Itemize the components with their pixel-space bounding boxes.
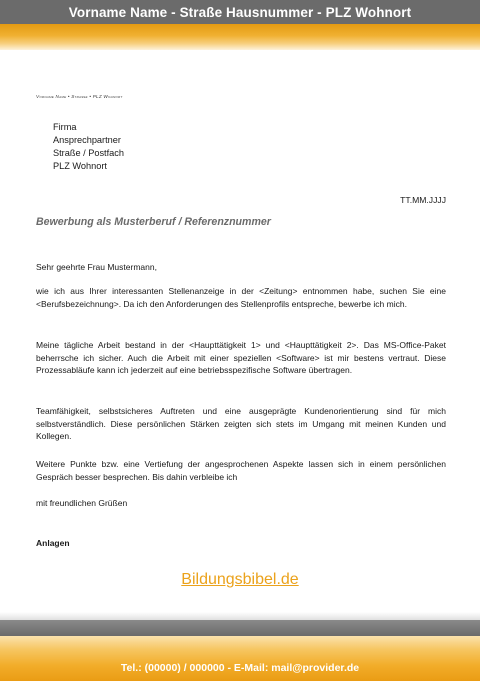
recipient-city: PLZ Wohnort xyxy=(53,161,107,171)
footer-orange-band xyxy=(0,636,480,681)
letter-closing: mit freundlichen Grüßen xyxy=(36,498,128,508)
recipient-contact-person: Ansprechpartner xyxy=(53,135,121,145)
letter-date: TT.MM.JJJJ xyxy=(400,195,446,205)
letter-salutation: Sehr geehrte Frau Mustermann, xyxy=(36,262,157,272)
watermark-link[interactable]: Bildungsbibel.de xyxy=(181,571,299,588)
letter-paragraph-skills: Teamfähigkeit, selbstsicheres Auftreten und eine ausgeprägte Kundenorientierung sind für mich selbstverständlich. Diese persönlichen Stärken zeigten sich stets im Umgang mit meinen Kunden und Kollegen. xyxy=(36,406,446,442)
header-bar xyxy=(0,0,480,24)
letter-subject: Bewerbung als Musterberuf / Referenznummer xyxy=(36,216,271,228)
letter-paragraph-experience: Meine tägliche Arbeit bestand in der <Haupttätigkeit 1> und <Haupttätigkeit 2>. Das MS-Office-Paket beherrsche ich sicher. Auch die Arbeit mit einer speziellen <Software> ist mir bestens vertraut. Diese Prozessabläufe kann ich jederzeit auf eine betriebsspezifische Software übertragen. xyxy=(36,340,446,376)
recipient-address-block xyxy=(53,121,124,173)
header-accent-stripe xyxy=(0,24,480,50)
letter-enclosures: Anlagen xyxy=(36,538,70,548)
footer-gray-band xyxy=(0,620,480,636)
letter-paragraph-outro: Weitere Punkte bzw. eine Vertiefung der angesprochenen Aspekte lassen sich in einem persönlichen Gespräch besser besprechen. Bis dahin verbleibe ich xyxy=(36,459,446,482)
letter-paragraph-intro: wie ich aus Ihrer interessanten Stellenanzeige in der <Zeitung> entnommen habe, suchen Sie eine <Berufsbezeichnung>. Da ich den Anforderungen des Stellenprofils entspreche, bewerbe ich mich. xyxy=(36,286,446,309)
footer-contact-info: Tel.: (00000) / 000000 - E-Mail: mail@provider.de xyxy=(120,662,360,674)
header-title: Vorname Name - Straße Hausnummer - PLZ Wohnort xyxy=(68,4,412,20)
recipient-company: Firma xyxy=(53,122,77,132)
sender-return-address: Vorname Name • Straße • PLZ Wohnort xyxy=(36,94,123,99)
recipient-street: Straße / Postfach xyxy=(53,148,124,158)
footer-fade xyxy=(0,612,480,620)
